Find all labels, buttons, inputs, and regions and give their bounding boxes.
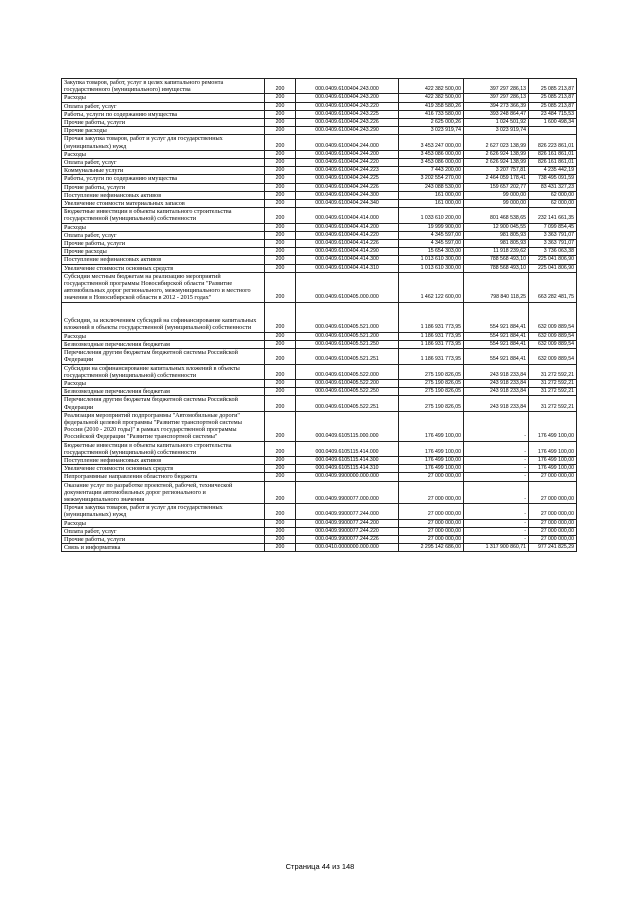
row-classification-code-cell: 000.0409.6100404.414.200 xyxy=(296,223,399,231)
row-name-cell: Расходы xyxy=(62,332,265,340)
row-classification-code-cell: 000.0409.6100405.521.251 xyxy=(296,349,399,364)
row-code-cell: 200 xyxy=(265,411,296,441)
row-name-cell: Расходы xyxy=(62,150,265,158)
row-classification-code-cell: 000.0409.6100404.243.200 xyxy=(296,94,399,102)
row-approved-amount-cell: 243 088 530,00 xyxy=(399,183,464,191)
row-code-cell: 200 xyxy=(265,481,296,504)
row-executed-amount-cell: - xyxy=(464,504,529,519)
row-executed-amount-cell: 397 297 286,13 xyxy=(464,79,529,94)
row-executed-amount-cell: 981 805,93 xyxy=(464,231,529,239)
row-unexecuted-amount-cell: 31 272 592,21 xyxy=(529,379,577,387)
row-unexecuted-amount-cell: 632 009 889,54 xyxy=(529,349,577,364)
table-row xyxy=(62,183,577,191)
row-unexecuted-amount-cell: 27 000 000,00 xyxy=(529,535,577,543)
row-name-cell: Работы, услуги по содержанию имущества xyxy=(62,110,265,118)
row-code-cell: 200 xyxy=(265,110,296,118)
row-code-cell: 200 xyxy=(265,302,296,332)
row-code-cell: 200 xyxy=(265,504,296,519)
row-unexecuted-amount-cell: 738 495 091,59 xyxy=(529,175,577,183)
row-name-cell: Связь и информатика xyxy=(62,544,265,552)
row-classification-code-cell: 000.0409.6100405.521.000 xyxy=(296,302,399,332)
row-classification-code-cell: 000.0409.6100404.414.310 xyxy=(296,264,399,272)
row-executed-amount-cell: 2 626 924 138,99 xyxy=(464,159,529,167)
table-row xyxy=(62,364,577,379)
row-unexecuted-amount-cell: 225 041 806,90 xyxy=(529,264,577,272)
row-classification-code-cell: 000.0409.9900077.244.220 xyxy=(296,527,399,535)
row-approved-amount-cell: 4 345 597,00 xyxy=(399,231,464,239)
row-executed-amount-cell: 243 918 233,84 xyxy=(464,364,529,379)
row-code-cell: 200 xyxy=(265,94,296,102)
row-classification-code-cell: 000.0409.6100404.243.225 xyxy=(296,110,399,118)
row-approved-amount-cell: 3 453 247 000,00 xyxy=(399,135,464,150)
row-unexecuted-amount-cell xyxy=(529,127,577,135)
row-executed-amount-cell: - xyxy=(464,535,529,543)
row-classification-code-cell: 000.0409.6100405.522.251 xyxy=(296,396,399,411)
row-classification-code-cell: 000.0409.6100405.522.000 xyxy=(296,364,399,379)
row-classification-code-cell: 000.0409.6100404.243.226 xyxy=(296,119,399,127)
row-name-cell: Прочие работы, услуги xyxy=(62,119,265,127)
row-executed-amount-cell: 11 918 239,62 xyxy=(464,248,529,256)
row-name-cell: Бюджетные инвестиции в объекты капитального строительства государственной (муниципальной) собственности xyxy=(62,208,265,223)
row-unexecuted-amount-cell: 826 161 861,01 xyxy=(529,159,577,167)
row-unexecuted-amount-cell: 27 000 000,00 xyxy=(529,481,577,504)
row-approved-amount-cell: 7 443 200,00 xyxy=(399,167,464,175)
row-classification-code-cell: 000.0409.9900000.000.000 xyxy=(296,473,399,481)
row-name-cell: Поступление нефинансовых активов xyxy=(62,191,265,199)
row-approved-amount-cell: 422 382 500,00 xyxy=(399,94,464,102)
table-row xyxy=(62,388,577,396)
row-approved-amount-cell: 27 000 000,00 xyxy=(399,519,464,527)
row-approved-amount-cell: 1 186 931 773,95 xyxy=(399,340,464,348)
row-approved-amount-cell: 1 033 610 200,00 xyxy=(399,208,464,223)
row-unexecuted-amount-cell: 632 009 889,54 xyxy=(529,332,577,340)
row-code-cell: 200 xyxy=(265,388,296,396)
row-name-cell: Прочая закупка товаров, работ и услуг для государственных (муниципальных) нужд xyxy=(62,504,265,519)
row-unexecuted-amount-cell: 7 099 854,45 xyxy=(529,223,577,231)
row-executed-amount-cell: 554 921 884,41 xyxy=(464,340,529,348)
row-unexecuted-amount-cell: 25 085 213,87 xyxy=(529,102,577,110)
table-row xyxy=(62,135,577,150)
row-approved-amount-cell: 275 190 826,05 xyxy=(399,379,464,387)
row-approved-amount-cell: 176 499 100,00 xyxy=(399,441,464,456)
row-name-cell: Перечисления другим бюджетам бюджетной системы Российской Федерации xyxy=(62,396,265,411)
table-row xyxy=(62,167,577,175)
row-name-cell: Оплата работ, услуг xyxy=(62,159,265,167)
row-executed-amount-cell: 2 626 924 138,99 xyxy=(464,150,529,158)
row-executed-amount-cell: 3 023 919,74 xyxy=(464,127,529,135)
row-executed-amount-cell: 3 207 757,81 xyxy=(464,167,529,175)
row-name-cell: Безвозмездные перечисления бюджетам xyxy=(62,340,265,348)
table-row xyxy=(62,102,577,110)
table-row xyxy=(62,175,577,183)
row-approved-amount-cell: 15 654 303,00 xyxy=(399,248,464,256)
row-code-cell: 200 xyxy=(265,544,296,552)
row-executed-amount-cell: - xyxy=(464,527,529,535)
row-unexecuted-amount-cell: 632 009 889,54 xyxy=(529,340,577,348)
table-row xyxy=(62,349,577,364)
row-executed-amount-cell: 159 657 202,77 xyxy=(464,183,529,191)
row-executed-amount-cell: 798 840 118,25 xyxy=(464,272,529,302)
table-row xyxy=(62,119,577,127)
row-unexecuted-amount-cell: 27 000 000,00 xyxy=(529,504,577,519)
row-executed-amount-cell: 2 464 059 178,41 xyxy=(464,175,529,183)
row-code-cell: 200 xyxy=(265,535,296,543)
row-unexecuted-amount-cell: 62 000,00 xyxy=(529,191,577,199)
row-code-cell: 200 xyxy=(265,167,296,175)
row-approved-amount-cell: 1 462 122 600,00 xyxy=(399,272,464,302)
row-name-cell: Прочие расходы xyxy=(62,248,265,256)
table-row xyxy=(62,535,577,543)
row-code-cell: 200 xyxy=(265,79,296,94)
row-classification-code-cell: 000.0409.6105115.414.310 xyxy=(296,465,399,473)
table-row xyxy=(62,519,577,527)
row-name-cell: Оплата работ, услуг xyxy=(62,102,265,110)
table-row xyxy=(62,396,577,411)
row-code-cell: 200 xyxy=(265,396,296,411)
row-executed-amount-cell: 788 568 493,10 xyxy=(464,264,529,272)
row-name-cell: Поступление нефинансовых активов xyxy=(62,256,265,264)
row-approved-amount-cell: 161 000,00 xyxy=(399,191,464,199)
row-executed-amount-cell: 788 568 493,10 xyxy=(464,256,529,264)
row-executed-amount-cell: 394 273 366,39 xyxy=(464,102,529,110)
row-approved-amount-cell: 27 000 000,00 xyxy=(399,535,464,543)
row-approved-amount-cell: 176 499 100,00 xyxy=(399,411,464,441)
row-name-cell: Расходы xyxy=(62,519,265,527)
row-unexecuted-amount-cell: 826 161 861,01 xyxy=(529,150,577,158)
row-approved-amount-cell: 275 190 826,05 xyxy=(399,364,464,379)
row-approved-amount-cell: 2 625 000,26 xyxy=(399,119,464,127)
row-approved-amount-cell: 1 013 610 300,00 xyxy=(399,264,464,272)
row-unexecuted-amount-cell: 176 499 100,00 xyxy=(529,465,577,473)
row-unexecuted-amount-cell: 176 499 100,00 xyxy=(529,456,577,464)
row-unexecuted-amount-cell: 632 009 889,54 xyxy=(529,302,577,332)
row-name-cell: Увеличение стоимости основных средств xyxy=(62,465,265,473)
row-name-cell: Прочая закупка товаров, работ и услуг для государственных (муниципальных) нужд xyxy=(62,135,265,150)
row-classification-code-cell: 000.0409.6100404.243.290 xyxy=(296,127,399,135)
table-body xyxy=(62,79,577,552)
row-classification-code-cell: 000.0409.6100404.244.226 xyxy=(296,183,399,191)
table-row xyxy=(62,248,577,256)
row-executed-amount-cell: 2 627 023 138,99 xyxy=(464,135,529,150)
row-classification-code-cell: 000.0409.6100404.244.300 xyxy=(296,191,399,199)
row-approved-amount-cell: 176 499 100,00 xyxy=(399,456,464,464)
row-classification-code-cell: 000.0409.6100404.244.200 xyxy=(296,150,399,158)
table-row xyxy=(62,481,577,504)
table-row xyxy=(62,127,577,135)
row-classification-code-cell: 000.0409.9900077.244.200 xyxy=(296,519,399,527)
table-row xyxy=(62,94,577,102)
row-code-cell: 200 xyxy=(265,364,296,379)
row-code-cell: 200 xyxy=(265,159,296,167)
row-code-cell: 200 xyxy=(265,191,296,199)
row-approved-amount-cell: 4 345 597,00 xyxy=(399,240,464,248)
row-unexecuted-amount-cell: 62 000,00 xyxy=(529,200,577,208)
row-classification-code-cell: 000.0410.0000000.000.000 xyxy=(296,544,399,552)
row-code-cell: 200 xyxy=(265,223,296,231)
row-name-cell: Поступление нефинансовых активов xyxy=(62,456,265,464)
row-code-cell: 200 xyxy=(265,200,296,208)
row-classification-code-cell: 000.0409.6100404.244.220 xyxy=(296,159,399,167)
row-executed-amount-cell: 981 805,93 xyxy=(464,240,529,248)
row-code-cell: 200 xyxy=(265,340,296,348)
table-row xyxy=(62,264,577,272)
row-approved-amount-cell: 422 382 500,00 xyxy=(399,79,464,94)
row-unexecuted-amount-cell: 3 736 063,38 xyxy=(529,248,577,256)
row-executed-amount-cell: - xyxy=(464,411,529,441)
row-executed-amount-cell: - xyxy=(464,456,529,464)
table-row xyxy=(62,191,577,199)
row-executed-amount-cell: 554 921 884,41 xyxy=(464,349,529,364)
table-row xyxy=(62,465,577,473)
row-classification-code-cell: 000.0409.6100404.414.000 xyxy=(296,208,399,223)
table-row xyxy=(62,527,577,535)
row-executed-amount-cell: - xyxy=(464,519,529,527)
row-classification-code-cell: 000.0409.6100404.244.225 xyxy=(296,175,399,183)
row-name-cell: Субсидии местным бюджетам на реализацию мероприятий государственной программы Новосибирской области "Развитие автомобильных дорог регионального, межмуниципального и местного значения в Новосибирской области в 2012 - 2015 годах" xyxy=(62,272,265,302)
row-name-cell: Перечисления другим бюджетам бюджетной системы Российской Федерации xyxy=(62,349,265,364)
table-row xyxy=(62,256,577,264)
row-classification-code-cell: 000.0409.6105115.000.000 xyxy=(296,411,399,441)
row-name-cell: Прочие работы, услуги xyxy=(62,240,265,248)
row-code-cell: 200 xyxy=(265,102,296,110)
row-unexecuted-amount-cell: 663 282 481,75 xyxy=(529,272,577,302)
row-approved-amount-cell: 3 453 086 000,00 xyxy=(399,159,464,167)
row-executed-amount-cell: 99 000,00 xyxy=(464,191,529,199)
row-approved-amount-cell: 176 499 100,00 xyxy=(399,465,464,473)
row-code-cell: 200 xyxy=(265,264,296,272)
row-name-cell: Увеличение стоимости основных средств xyxy=(62,264,265,272)
row-code-cell: 200 xyxy=(265,127,296,135)
row-executed-amount-cell: - xyxy=(464,481,529,504)
row-name-cell: Бюджетные инвестиции в объекты капитального строительства государственной (муниципальной) собственности xyxy=(62,441,265,456)
table-row xyxy=(62,441,577,456)
row-name-cell: Оплата работ, услуг xyxy=(62,231,265,239)
row-code-cell: 200 xyxy=(265,349,296,364)
row-code-cell: 200 xyxy=(265,456,296,464)
row-classification-code-cell: 000.0409.6100404.243.000 xyxy=(296,79,399,94)
row-code-cell: 200 xyxy=(265,248,296,256)
row-executed-amount-cell: 99 000,00 xyxy=(464,200,529,208)
table-row xyxy=(62,159,577,167)
row-classification-code-cell: 000.0409.6100405.521.200 xyxy=(296,332,399,340)
row-executed-amount-cell: 1 317 900 860,71 xyxy=(464,544,529,552)
table-row xyxy=(62,208,577,223)
expenditure-table xyxy=(61,78,577,552)
table-row xyxy=(62,200,577,208)
row-approved-amount-cell: 3 202 554 270,00 xyxy=(399,175,464,183)
row-executed-amount-cell: 1 024 501,92 xyxy=(464,119,529,127)
row-classification-code-cell: 000.0409.9900077.244.226 xyxy=(296,535,399,543)
row-name-cell: Прочие работы, услуги xyxy=(62,183,265,191)
row-approved-amount-cell: 1 186 931 773,95 xyxy=(399,332,464,340)
row-approved-amount-cell: 3 023 919,74 xyxy=(399,127,464,135)
row-classification-code-cell: 000.0409.9900077.244.000 xyxy=(296,504,399,519)
row-unexecuted-amount-cell: 826 223 861,01 xyxy=(529,135,577,150)
row-unexecuted-amount-cell: 83 431 327,23 xyxy=(529,183,577,191)
table-row xyxy=(62,79,577,94)
row-code-cell: 200 xyxy=(265,465,296,473)
row-approved-amount-cell: 416 733 580,00 xyxy=(399,110,464,118)
row-approved-amount-cell: 275 190 826,05 xyxy=(399,388,464,396)
table-row xyxy=(62,240,577,248)
row-approved-amount-cell: 1 013 610 300,00 xyxy=(399,256,464,264)
table-row xyxy=(62,504,577,519)
row-unexecuted-amount-cell: 25 085 213,87 xyxy=(529,94,577,102)
table-row xyxy=(62,379,577,387)
row-code-cell: 200 xyxy=(265,527,296,535)
row-approved-amount-cell: 161 000,00 xyxy=(399,200,464,208)
row-classification-code-cell: 000.0409.6100404.414.226 xyxy=(296,240,399,248)
table-row xyxy=(62,223,577,231)
row-approved-amount-cell: 27 000 000,00 xyxy=(399,473,464,481)
row-unexecuted-amount-cell: 1 600 498,34 xyxy=(529,119,577,127)
row-executed-amount-cell: 397 297 286,13 xyxy=(464,94,529,102)
row-name-cell: Прочие расходы xyxy=(62,127,265,135)
row-code-cell: 200 xyxy=(265,240,296,248)
row-executed-amount-cell: 243 918 233,84 xyxy=(464,388,529,396)
row-code-cell: 200 xyxy=(265,332,296,340)
row-unexecuted-amount-cell: 3 363 791,07 xyxy=(529,231,577,239)
table-row xyxy=(62,411,577,441)
row-name-cell: Расходы xyxy=(62,379,265,387)
row-unexecuted-amount-cell: 31 272 592,21 xyxy=(529,388,577,396)
row-classification-code-cell: 000.0409.6100405.522.250 xyxy=(296,388,399,396)
row-name-cell: Закупка товаров, работ, услуг в целях капитального ремонта государственного (муниципального) имущества xyxy=(62,79,265,94)
row-unexecuted-amount-cell: 232 141 661,35 xyxy=(529,208,577,223)
row-unexecuted-amount-cell: 27 000 000,00 xyxy=(529,519,577,527)
row-code-cell: 200 xyxy=(265,175,296,183)
table-row xyxy=(62,340,577,348)
row-classification-code-cell: 000.0409.6100404.244.000 xyxy=(296,135,399,150)
row-executed-amount-cell: - xyxy=(464,441,529,456)
row-classification-code-cell: 000.0409.6100404.243.220 xyxy=(296,102,399,110)
table-row xyxy=(62,456,577,464)
row-unexecuted-amount-cell: 27 000 000,00 xyxy=(529,473,577,481)
table-row xyxy=(62,150,577,158)
row-code-cell: 200 xyxy=(265,183,296,191)
row-classification-code-cell: 000.0409.6100405.522.200 xyxy=(296,379,399,387)
row-name-cell: Оказание услуг по разработке проектной, рабочей, технической документации автомобильных дорог регионального и межмуниципального значения xyxy=(62,481,265,504)
row-code-cell: 200 xyxy=(265,272,296,302)
row-approved-amount-cell: 2 295 142 686,00 xyxy=(399,544,464,552)
row-approved-amount-cell: 27 000 000,00 xyxy=(399,481,464,504)
row-name-cell: Реализация мероприятий подпрограммы "Автомобильные дороги" федеральной целевой программы "Развитие транспортной системы России (2010 - 2020 годы)" в рамках государственной программы Российской Федерации "Развитие транспортной системы" xyxy=(62,411,265,441)
row-unexecuted-amount-cell: 977 241 825,29 xyxy=(529,544,577,552)
row-classification-code-cell: 000.0409.6105115.414.000 xyxy=(296,441,399,456)
row-executed-amount-cell: 801 468 538,65 xyxy=(464,208,529,223)
row-executed-amount-cell: - xyxy=(464,473,529,481)
row-name-cell: Расходы xyxy=(62,223,265,231)
row-code-cell: 200 xyxy=(265,231,296,239)
row-unexecuted-amount-cell: 23 484 715,53 xyxy=(529,110,577,118)
row-unexecuted-amount-cell: 31 272 592,21 xyxy=(529,364,577,379)
page-number: Страница 44 из 148 xyxy=(285,862,355,871)
table-row xyxy=(62,332,577,340)
row-approved-amount-cell: 19 999 900,00 xyxy=(399,223,464,231)
row-name-cell: Коммунальные услуги xyxy=(62,167,265,175)
row-approved-amount-cell: 27 000 000,00 xyxy=(399,527,464,535)
row-name-cell: Оплата работ, услуг xyxy=(62,527,265,535)
row-executed-amount-cell: 12 900 045,55 xyxy=(464,223,529,231)
row-executed-amount-cell: - xyxy=(464,465,529,473)
row-classification-code-cell: 000.0409.6100404.414.290 xyxy=(296,248,399,256)
row-unexecuted-amount-cell: 27 000 000,00 xyxy=(529,527,577,535)
row-name-cell: Безвозмездные перечисления бюджетам xyxy=(62,388,265,396)
row-code-cell: 200 xyxy=(265,473,296,481)
row-name-cell: Субсидии, за исключением субсидий на софинансирование капитальных вложений в объекты государственной (муниципальной) собственности xyxy=(62,302,265,332)
row-name-cell: Работы, услуги по содержанию имущества xyxy=(62,175,265,183)
row-approved-amount-cell: 419 358 580,26 xyxy=(399,102,464,110)
row-unexecuted-amount-cell: 176 499 100,00 xyxy=(529,411,577,441)
row-code-cell: 200 xyxy=(265,256,296,264)
row-unexecuted-amount-cell: 31 272 592,21 xyxy=(529,396,577,411)
row-code-cell: 200 xyxy=(265,150,296,158)
row-executed-amount-cell: 554 921 884,41 xyxy=(464,302,529,332)
row-name-cell: Расходы xyxy=(62,94,265,102)
row-classification-code-cell: 000.0409.6100405.000.000 xyxy=(296,272,399,302)
row-approved-amount-cell: 275 190 826,05 xyxy=(399,396,464,411)
row-classification-code-cell: 000.0409.6100405.521.250 xyxy=(296,340,399,348)
row-classification-code-cell: 000.0409.6100404.244.223 xyxy=(296,167,399,175)
row-code-cell: 200 xyxy=(265,135,296,150)
table-row xyxy=(62,544,577,552)
row-executed-amount-cell: 243 918 233,84 xyxy=(464,396,529,411)
row-name-cell: Увеличение стоимости материальных запасов xyxy=(62,200,265,208)
table-row xyxy=(62,110,577,118)
table-row xyxy=(62,473,577,481)
row-name-cell: Субсидии на софинансирование капитальных вложений в объекты государственной (муниципальной) собственности xyxy=(62,364,265,379)
table-row xyxy=(62,302,577,332)
row-code-cell: 200 xyxy=(265,379,296,387)
row-unexecuted-amount-cell: 225 041 806,90 xyxy=(529,256,577,264)
row-code-cell: 200 xyxy=(265,441,296,456)
row-name-cell: Прочие работы, услуги xyxy=(62,535,265,543)
row-classification-code-cell: 000.0409.6100404.414.300 xyxy=(296,256,399,264)
row-approved-amount-cell: 27 000 000,00 xyxy=(399,504,464,519)
table-row xyxy=(62,272,577,302)
row-executed-amount-cell: 393 248 864,47 xyxy=(464,110,529,118)
row-executed-amount-cell: 554 921 884,41 xyxy=(464,332,529,340)
table-row xyxy=(62,231,577,239)
row-code-cell: 200 xyxy=(265,208,296,223)
row-approved-amount-cell: 1 186 931 773,95 xyxy=(399,349,464,364)
row-approved-amount-cell: 1 186 931 773,95 xyxy=(399,302,464,332)
row-code-cell: 200 xyxy=(265,519,296,527)
row-unexecuted-amount-cell: 176 499 100,00 xyxy=(529,441,577,456)
row-approved-amount-cell: 3 453 086 000,00 xyxy=(399,150,464,158)
row-name-cell: Непрограммные направления областного бюджета xyxy=(62,473,265,481)
row-classification-code-cell: 000.0409.6100404.414.220 xyxy=(296,231,399,239)
row-unexecuted-amount-cell: 3 363 791,07 xyxy=(529,240,577,248)
row-executed-amount-cell: 243 918 233,84 xyxy=(464,379,529,387)
row-unexecuted-amount-cell: 4 235 442,19 xyxy=(529,167,577,175)
row-classification-code-cell: 000.0409.9900077.000.000 xyxy=(296,481,399,504)
row-classification-code-cell: 000.0409.6105115.414.300 xyxy=(296,456,399,464)
row-code-cell: 200 xyxy=(265,119,296,127)
row-classification-code-cell: 000.0409.6100404.244.340 xyxy=(296,200,399,208)
row-unexecuted-amount-cell: 25 085 213,87 xyxy=(529,79,577,94)
